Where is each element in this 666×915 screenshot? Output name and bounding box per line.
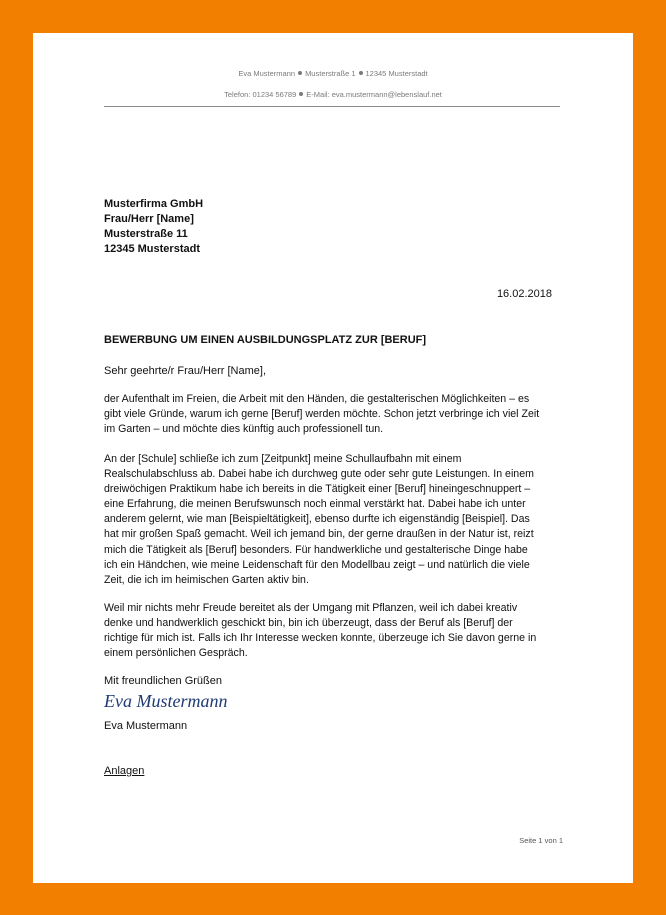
sender-contact-line [33, 90, 633, 99]
paragraph-line: der Aufenthalt im Freien, die Arbeit mit den Händen, die gestalterischen Möglichkeiten – es [104, 393, 530, 405]
sender-address-line [33, 69, 633, 78]
paragraph-line: mich die Tätigkeit als [Beruf] besonders. Für handwerkliche und gestalterische Dinge habe [104, 543, 528, 556]
body-paragraph-1 [104, 392, 564, 437]
paragraph-line: einem persönlichen Gespräch. [104, 647, 248, 660]
recipient-company: Musterfirma GmbH [104, 198, 204, 210]
header-divider [104, 106, 560, 107]
paragraph-line: An der [Schule] schließe ich zum [Zeitpunkt] meine Schullaufbahn mit einem [104, 453, 462, 465]
separator-dot [299, 92, 303, 96]
typed-name: Eva Mustermann [104, 720, 188, 732]
separator-dot [298, 71, 302, 75]
paragraph-line: ich ein Händchen, wie meine Leidenschaft für den Modellbau zeigt – und natürlich die viele [104, 558, 530, 571]
paragraph-line: denke und handwerklich geschickt bin, bin ich überzeugt, dass der Beruf als [Beruf] der [104, 617, 513, 630]
attachments-label: Anlagen [104, 765, 145, 777]
paragraph-line: im Garten – und möchte dies künftig auch professionell tun. [104, 423, 384, 436]
sender-email: E-Mail: eva.mustermann@lebenslauf.net [306, 90, 442, 99]
recipient-street: Musterstraße 11 [104, 228, 188, 240]
paragraph-line: hat mir großen Spaß gemacht. Weil ich jemand bin, der gerne draußen in der Natur ist, reizt [104, 528, 534, 541]
letter-date: 16.02.2018 [496, 288, 552, 300]
paragraph-line: anderem gelernt, wie man [Beispieltätigkeit], ebenso durfte ich eigenständig [Beispiel]. Das [104, 513, 530, 526]
sender-phone: Telefon: 01234 56789 [224, 90, 297, 99]
sender-city: 12345 Musterstadt [365, 69, 428, 78]
body-paragraph-2 [104, 452, 564, 588]
paragraph-line: dreiwöchigen Praktikum habe ich bereits in die Tätigkeit einer [Beruf] hineingeschnuppert – [104, 483, 531, 496]
recipient-address [104, 197, 203, 257]
letter-subject: BEWERBUNG UM EINEN AUSBILDUNGSPLATZ ZUR [BERUF] [104, 334, 427, 346]
salutation: Sehr geehrte/r Frau/Herr [Name], [104, 365, 267, 377]
handwritten-signature: Eva Mustermann [104, 691, 228, 711]
closing-phrase: Mit freundlichen Grüßen [104, 675, 222, 687]
letter-page [33, 33, 633, 883]
body-paragraph-3 [104, 601, 564, 661]
paragraph-line: richtige für mich ist. Falls ich Ihr Interesse wecken konnte, überzeuge ich Sie davon gerne in [104, 632, 537, 645]
paragraph-line: eine Erfahrung, die meinen Berufswunsch noch einmal verstärkt hat. Dabei habe ich unter [104, 498, 526, 511]
paragraph-line: Realschulabschluss ab. Dabei habe ich durchweg gute oder sehr gute Leistungen. In einem [104, 468, 534, 481]
separator-dot [359, 71, 363, 75]
paragraph-line: Zeit, die ich im heimischen Garten aktiv bin. [104, 573, 309, 586]
recipient-contact: Frau/Herr [Name] [104, 213, 194, 225]
sender-street: Musterstraße 1 [305, 69, 356, 78]
recipient-city: 12345 Musterstadt [104, 243, 200, 255]
page-number: Seite 1 von 1 [519, 836, 563, 845]
paragraph-line: Weil mir nichts mehr Freude bereitet als der Umgang mit Pflanzen, weil ich dabei kreativ [104, 602, 518, 614]
sender-name: Eva Mustermann [238, 69, 296, 78]
paragraph-line: gibt viele Gründe, warum ich gerne [Beruf] werden möchte. Schon jetzt verbringe ich viel Zeit [104, 408, 540, 421]
